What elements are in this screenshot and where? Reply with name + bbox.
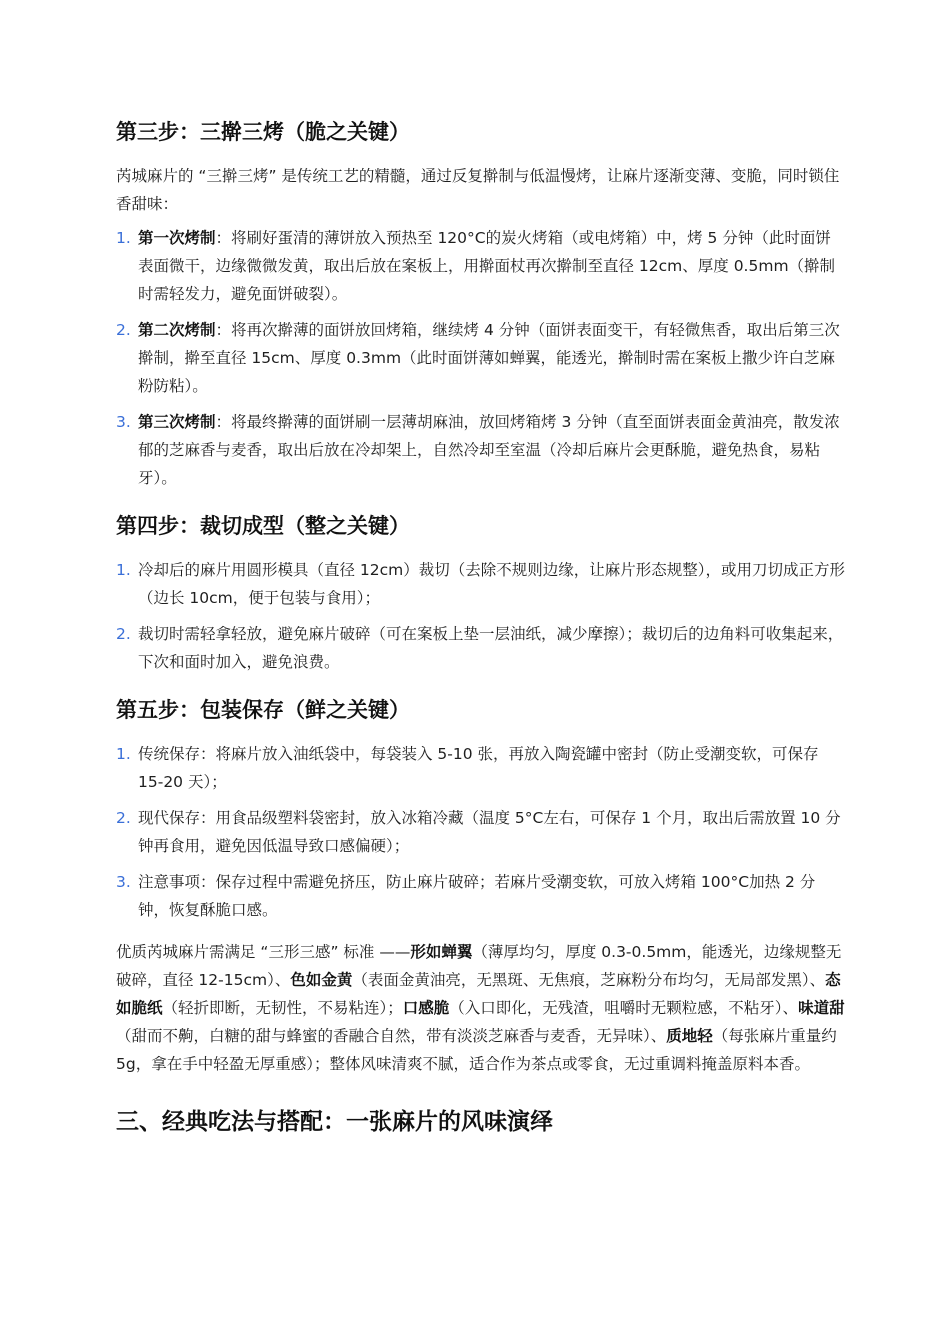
summary-keyword: 色如金黄 xyxy=(290,971,353,989)
item-text: ：将再次擀薄的面饼放回烤箱，继续烤 4 分钟（面饼表面变干，有轻微焦香，取出后第三次擀制，擀至直径 15cm、厚度 0.3mm（此时面饼薄如蝉翼，能透光，擀制时需在案板上撒少许白芝麻粉防粘）。 xyxy=(138,321,840,395)
step4-list xyxy=(116,556,846,676)
list-item xyxy=(116,224,846,308)
summary-text: （薄厚均匀，厚度 0.3-0.5mm，能透光，边缘规整无破碎，直径 12-15cm）、 xyxy=(116,943,842,989)
summary-text: （每张麻片重量约 5g，拿在手中轻盈无厚重感）；整体风味清爽不腻，适合作为茶点或零食，无过重调料掩盖原料本香。 xyxy=(116,1027,837,1073)
item-text: ：将最终擀薄的面饼刷一层薄胡麻油，放回烤箱烤 3 分钟（直至面饼表面金黄油亮，散发浓郁的芝麻香与麦香，取出后放在冷却架上，自然冷却至室温（冷却后麻片会更酥脆，避免热食，易粘牙）。 xyxy=(138,413,840,487)
list-number: 3. xyxy=(116,873,131,891)
summary-keyword: 质地轻 xyxy=(666,1027,713,1045)
list-number: 1. xyxy=(116,561,131,579)
section3-heading: 三、经典吃法与搭配：一张麻片的风味演绎 xyxy=(116,1109,553,1135)
item-label: 第一次烤制 xyxy=(138,229,216,247)
summary-keyword: 口感脆 xyxy=(402,999,450,1017)
item-text: 传统保存：将麻片放入油纸袋中，每袋装入 5-10 张，再放入陶瓷罐中密封（防止受潮变软，可保存 15-20 天）； xyxy=(138,745,819,791)
list-item xyxy=(116,804,846,860)
list-number: 3. xyxy=(116,413,131,431)
list-item xyxy=(116,408,846,492)
list-item xyxy=(116,556,846,612)
summary-keyword: 味道甜 xyxy=(798,999,845,1017)
item-text: ：将刷好蛋清的薄饼放入预热至 120°C的炭火烤箱（或电烤箱）中，烤 5 分钟（此时面饼表面微干，边缘微微发黄，取出后放在案板上，用擀面杖再次擀制至直径 12cm、厚度 0.5mm（擀制时需轻发力，避免面饼破裂）。 xyxy=(138,229,836,303)
list-item xyxy=(116,740,846,796)
item-text: 冷却后的麻片用圆形模具（直径 12cm）裁切（去除不规则边缘，让麻片形态规整），或用刀切成正方形（边长 10cm，便于包装与食用）； xyxy=(138,561,846,607)
step5-heading: 第五步：包装保存（鲜之关键） xyxy=(116,698,410,722)
summary-keyword: 形如蝉翼 xyxy=(410,943,473,961)
summary-keyword: 态如脆纸 xyxy=(116,971,841,1017)
item-text: 现代保存：用食品级塑料袋密封，放入冰箱冷藏（温度 5°C左右，可保存 1 个月，取出后需放置 10 分钟再食用，避免因低温导致口感偏硬）； xyxy=(138,809,841,855)
step5-list xyxy=(116,740,846,924)
list-item xyxy=(116,620,846,676)
summary-text: 优质芮城麻片需满足 “三形三感” 标准 —— xyxy=(116,943,411,961)
step3-intro: 芮城麻片的 “三擀三烤” 是传统工艺的精髓，通过反复擀制与低温慢烤，让麻片逐渐变薄、变脆，同时锁住香甜味： xyxy=(116,167,840,213)
quality-summary xyxy=(116,938,846,1078)
item-label: 第三次烤制 xyxy=(138,413,216,431)
list-number: 2. xyxy=(116,321,131,339)
list-number: 2. xyxy=(116,625,131,643)
summary-text: （入口即化，无残渣，咀嚼时无颗粒感，不粘牙）、 xyxy=(449,999,799,1017)
step3-list xyxy=(116,224,846,492)
item-text: 注意事项：保存过程中需避免挤压，防止麻片破碎；若麻片受潮变软，可放入烤箱 100°C加热 2 分钟，恢复酥脆口感。 xyxy=(138,873,816,919)
summary-text: （表面金黄油亮，无黑斑、无焦痕，芝麻粉分布均匀，无局部发黑）、 xyxy=(352,971,826,989)
list-number: 1. xyxy=(116,745,131,763)
item-label: 第二次烤制 xyxy=(138,321,216,339)
step4-heading: 第四步：裁切成型（整之关键） xyxy=(116,514,410,538)
item-text: 裁切时需轻拿轻放，避免麻片破碎（可在案板上垫一层油纸，减少摩擦）；裁切后的边角料可收集起来，下次和面时加入，避免浪费。 xyxy=(138,625,844,671)
step3-heading: 第三步：三擀三烤（脆之关键） xyxy=(116,120,410,144)
document-page xyxy=(116,112,846,1144)
list-number: 2. xyxy=(116,809,131,827)
list-number: 1. xyxy=(116,229,131,247)
list-item xyxy=(116,868,846,924)
list-item xyxy=(116,316,846,400)
summary-text: （轻折即断，无韧性，不易粘连）； xyxy=(162,999,403,1017)
summary-text: （甜而不齁，白糖的甜与蜂蜜的香融合自然，带有淡淡芝麻香与麦香，无异味）、 xyxy=(116,1027,667,1045)
